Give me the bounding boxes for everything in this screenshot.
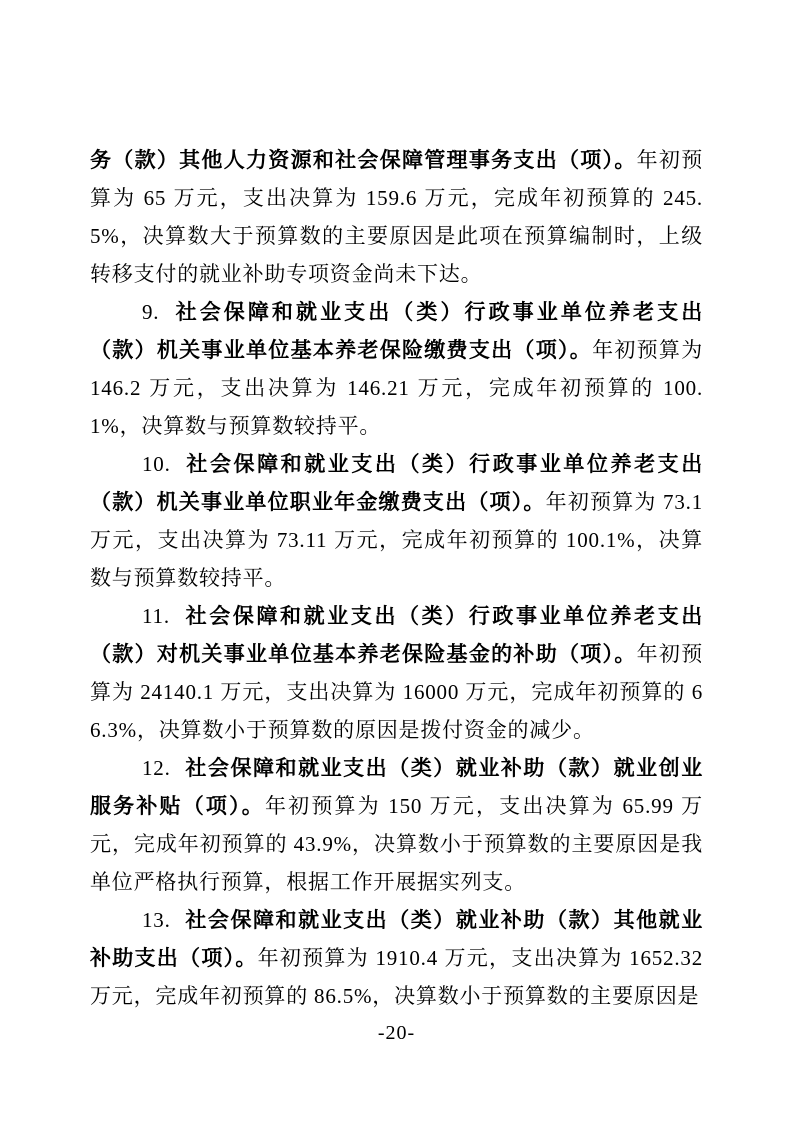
item-body: 年初预算为 1910.4 万元，支出决算为 1652.32 万元，完成年初预算的 86.5%，决算数小于预算数的主要原因是: [90, 946, 704, 1008]
item-title: 社会保障和就业支出（类）行政事业单位养老支出（款）机关事业单位职业年金缴费支出（项）。: [90, 452, 703, 514]
text-block: [90, 141, 703, 1015]
item-body: 年初预算为 73.1 万元，支出决算为 73.11 万元，完成年初预算的 100.1%，决算数与预算数较持平。: [90, 490, 703, 590]
paragraph-item-11: [90, 597, 703, 749]
page-number: -20-: [377, 1022, 416, 1044]
paragraph-item-9: [90, 293, 703, 445]
paragraph-item-13: [90, 901, 703, 1015]
item-number: 9.: [142, 300, 160, 324]
item-number: 13.: [142, 908, 171, 932]
item-number: 11.: [142, 604, 170, 628]
item-title: 社会保障和就业支出（类）就业补助（款）其他就业补助支出（项）。: [90, 908, 703, 970]
item-number: 10.: [142, 452, 171, 476]
item-body: 年初预算为 150 万元，支出决算为 65.99 万元，完成年初预算的 43.9%，决算数小于预算数的主要原因是我单位严格执行预算，根据工作开展据实列支。: [90, 794, 703, 894]
item-title: 务（款）其他人力资源和社会保障管理事务支出（项）。: [90, 148, 637, 172]
item-body: 年初预算为 65 万元，支出决算为 159.6 万元，完成年初预算的 245.5%，决算数大于预算数的主要原因是此项在预算编制时，上级转移支付的就业补助专项资金尚未下达。: [90, 148, 703, 286]
item-title: 社会保障和就业支出（类）就业补助（款）就业创业服务补贴（项）。: [90, 756, 703, 818]
item-body: 年初预算为 24140.1 万元，支出决算为 16000 万元，完成年初预算的 66.3%，决算数小于预算数的原因是拨付资金的减少。: [90, 642, 703, 742]
item-number: 12.: [142, 756, 171, 780]
paragraph-item-10: [90, 445, 703, 597]
item-body: 年初预算为 146.2 万元，支出决算为 146.21 万元，完成年初预算的 100.1%，决算数与预算数较持平。: [90, 338, 704, 438]
paragraph-continuation: [90, 141, 703, 293]
item-title: 社会保障和就业支出（类）行政事业单位养老支出（款）机关事业单位基本养老保险缴费支出（项）。: [90, 300, 703, 362]
paragraph-item-12: [90, 749, 703, 901]
item-title: 社会保障和就业支出（类）行政事业单位养老支出（款）对机关事业单位基本养老保险基金的补助（项）。: [90, 604, 703, 666]
